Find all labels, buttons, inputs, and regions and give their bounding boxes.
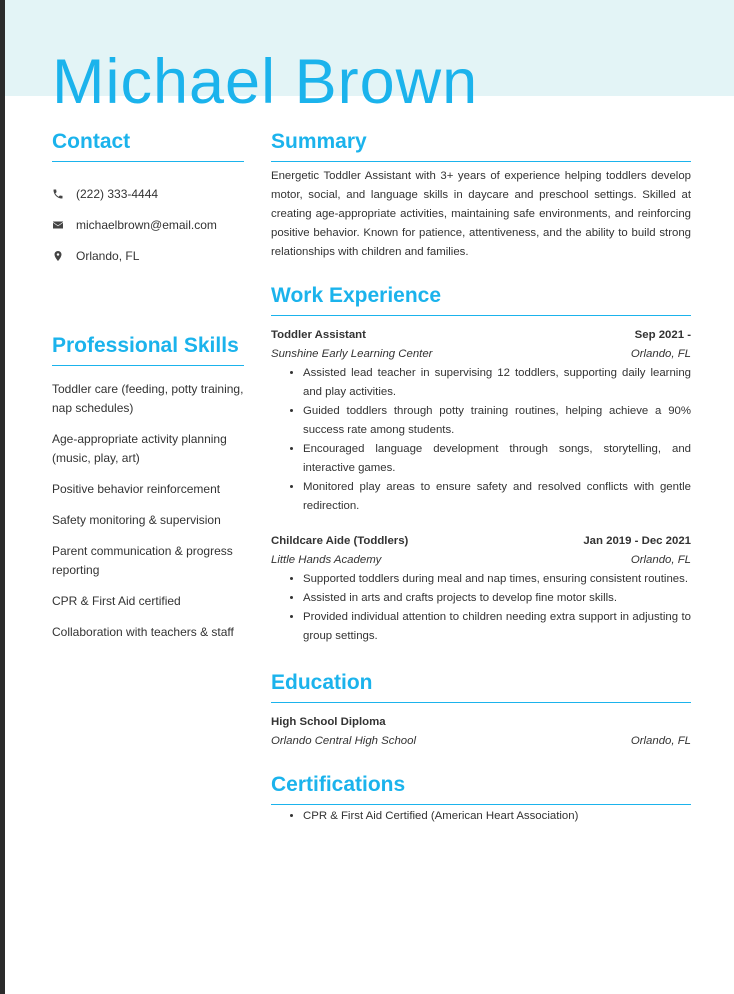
phone-text: (222) 333-4444: [76, 186, 159, 201]
job-role: Childcare Aide (Toddlers): [271, 535, 409, 547]
job-dates: Sep 2021 -: [634, 329, 691, 341]
right-column: [271, 128, 691, 826]
skill-item: Positive behavior reinforcement: [52, 482, 221, 496]
education-heading: Education: [271, 669, 691, 703]
skill-item: CPR & First Aid certified: [52, 594, 181, 608]
job-bullets: [271, 364, 691, 516]
job-location: Orlando, FL: [630, 554, 691, 566]
contact-heading: Contact: [52, 128, 244, 162]
job-bullet: • Monitored play areas to ensure safety and resolved conflicts with gentle redirection.: [303, 478, 691, 516]
certifications-heading: Certifications: [271, 771, 691, 805]
job-entry: [271, 532, 691, 646]
location-pin-icon: [52, 250, 64, 262]
skills-heading: Professional Skills: [52, 332, 244, 366]
job-bullet: • Provided individual attention to children needing extra support in adjusting to group settings.: [303, 608, 691, 646]
left-window-edge: [0, 0, 5, 994]
school-location: Orlando, FL: [630, 735, 691, 747]
job-bullet: • Assisted lead teacher in supervising 12 toddlers, supporting daily learning and play activities.: [303, 364, 691, 402]
skill-item: Parent communication & progress reporting: [52, 544, 233, 577]
job-org: Sunshine Early Learning Center: [271, 348, 433, 360]
contact-list: [52, 178, 244, 271]
skill-item: Safety monitoring & supervision: [52, 513, 221, 527]
education-entry: [271, 713, 691, 751]
phone-icon: [52, 188, 64, 200]
certification-item: • CPR & First Aid Certified (American Heart Association): [303, 807, 691, 826]
skill-item: Collaboration with teachers & staff: [52, 625, 234, 639]
skill-item: Toddler care (feeding, potty training, nap schedules): [52, 382, 244, 415]
degree: High School Diploma: [271, 716, 386, 728]
summary-heading: Summary: [271, 128, 691, 162]
skills-list: [52, 380, 244, 642]
job-bullet: • Supported toddlers during meal and nap times, ensuring consistent routines.: [303, 570, 691, 589]
job-org: Little Hands Academy: [271, 554, 382, 566]
candidate-name: Michael Brown: [52, 47, 479, 117]
skill-item: Age-appropriate activity planning (music, play, art): [52, 432, 227, 465]
contact-location: [52, 240, 244, 271]
contact-email: [52, 209, 244, 240]
location-text: Orlando, FL: [76, 248, 140, 263]
email-text: michaelbrown@email.com: [76, 217, 217, 232]
email-icon: [52, 219, 64, 231]
summary-text: Energetic Toddler Assistant with 3+ years of experience helping toddlers develop motor, social, and language skills in daycare and preschool settings. Skilled at creating age-appropriate activities, maintaining safe environments, and reinforcing positive behavior. Known for patience, attentiveness, and the ability to build strong relationships with children and families.: [271, 170, 691, 258]
experience-heading: Work Experience: [271, 282, 691, 316]
job-bullet: • Assisted in arts and crafts projects to develop fine motor skills.: [303, 589, 691, 608]
job-bullets: [271, 570, 691, 646]
contact-phone: [52, 178, 244, 209]
job-entry: [271, 326, 691, 516]
school: Orlando Central High School: [271, 735, 416, 747]
job-bullet: • Encouraged language development through songs, storytelling, and interactive games.: [303, 440, 691, 478]
job-bullet: • Guided toddlers through potty training routines, helping achieve a 90% success rate among students.: [303, 402, 691, 440]
left-column: [52, 128, 244, 654]
job-dates: Jan 2019 - Dec 2021: [583, 535, 691, 547]
certifications-list: [271, 807, 691, 826]
job-location: Orlando, FL: [630, 348, 691, 360]
job-role: Toddler Assistant: [271, 329, 366, 341]
